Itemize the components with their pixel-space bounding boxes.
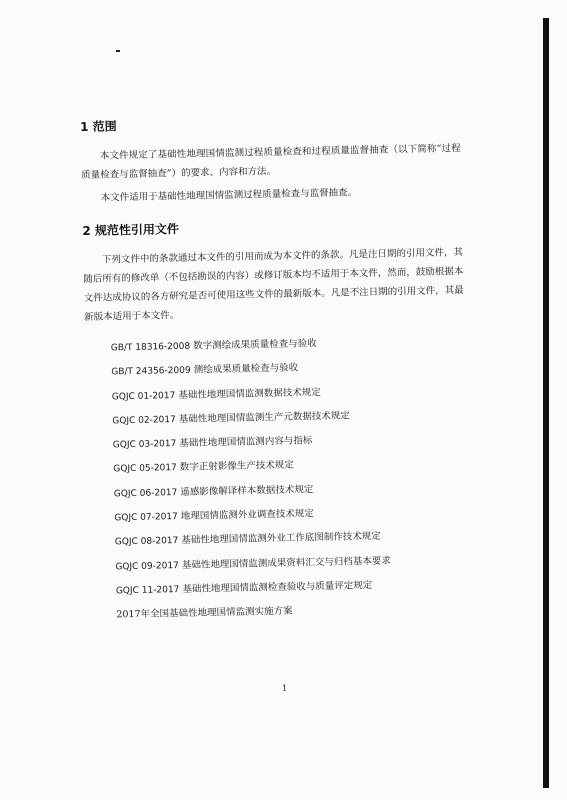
reference-title: 数字测绘成果质量检查与验收 [193,338,317,352]
reference-title: 基础性地理国情监测成果资料汇交与归档基本要求 [181,555,391,571]
document-body [80,110,471,628]
page-number: 1 [282,684,288,693]
reference-code: GB/T 18316-2008 [110,341,191,354]
reference-code: GQJC 05-2017 [113,463,177,475]
reference-code: GB/T 24356-2009 [111,366,191,378]
reference-code: GQJC 08-2017 [114,536,179,548]
reference-title: 测绘成果质量检查与验收 [193,362,299,376]
reference-code: GQJC 03-2017 [112,439,177,451]
scan-speck [116,50,120,52]
reference-code: GQJC 07-2017 [114,512,178,524]
reference-code: GQJC 01-2017 [111,390,176,402]
reference-title: 遥感影像解译样本数据技术规定 [180,483,314,498]
reference-title: 基础性地理国情监测数据技术规定 [178,386,321,401]
section-2-title: 2 规范性引用文件 [82,221,180,238]
reference-title: 基础性地理国情监测检查验收与质量评定规定 [182,579,373,595]
scan-edge-shadow [543,18,549,788]
section-1-title: 1 范围 [80,119,117,134]
reference-title: 基础性地理国情监测生产元数据技术规定 [178,410,350,425]
section-1-paragraph-1: 本文件规定了基础性地理国情监测过程质量检查和过程质量监督抽查（以下简称“过程质量检查与监督抽查”）的要求、内容和方法。 [81,143,461,181]
reference-title: 基础性地理国情监测外业工作底图制作技术规定 [181,531,381,547]
reference-title: 基础性地理国情监测内容与指标 [179,435,313,450]
reference-list [85,329,471,628]
reference-title: 2017年全国基础性地理国情监测实施方案 [116,605,293,621]
section-2-paragraph-1: 下列文件中的条款通过本文件的引用而成为本文件的条款。凡是注日期的引用文件，其随后所有的修改单（不包括勘误的内容）或修订版本均不适用于本文件，然而，鼓励根据本文件达成协议的各方研究是否可使用这些文件的最新版本。凡是不注日期的引用文件，其最新版本适用于本文件。 [83,247,464,323]
reference-title: 地理国情监测外业调查技术规定 [180,508,314,523]
reference-title: 数字正射影像生产技术规定 [179,460,294,474]
section-1-paragraph-2: 本文件适用于基础性地理国情监测过程质量检查与监督抽查。 [100,187,358,204]
reference-code: GQJC 09-2017 [115,560,179,573]
reference-code: GQJC 06-2017 [113,487,178,500]
reference-code: GQJC 02-2017 [112,414,176,427]
reference-code: GQJC 11-2017 [115,584,180,597]
